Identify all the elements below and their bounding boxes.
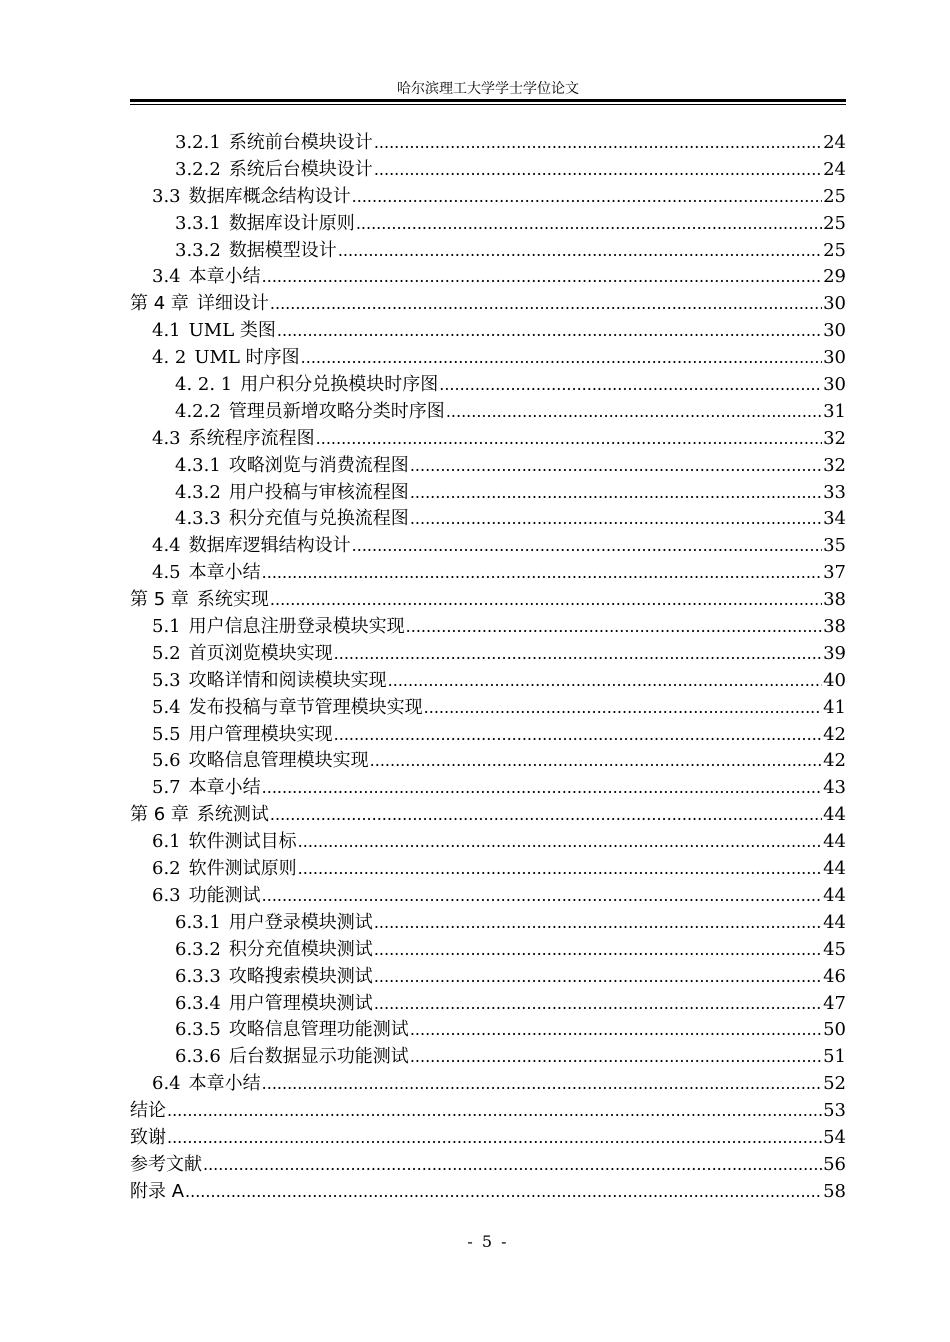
toc-entry-title: 用户投稿与审核流程图 [228,481,409,503]
toc-dot-leader [388,668,822,695]
toc-entry [130,211,846,238]
toc-entry-title: 附录 A [130,1180,185,1202]
toc-entry-number: 第 4 章 [130,293,189,315]
toc-entry-number: 5.3 [152,669,181,691]
toc-dot-leader [374,910,822,937]
toc-entry [130,856,846,883]
toc-entry-title: 本章小结 [188,562,261,584]
toc-dot-leader [203,1152,822,1179]
toc-dot-leader [406,614,822,641]
toc-dot-leader [167,1098,822,1125]
toc-entry [130,426,846,453]
toc-entry-page: 52 [823,1073,846,1095]
toc-dot-leader [374,937,822,964]
toc-dot-leader [270,291,822,318]
toc-entry-page: 31 [823,400,846,422]
toc-entry-page: 32 [823,454,846,476]
toc-entry [130,641,846,668]
toc-entry-number: 5.6 [152,750,181,772]
toc-entry-title: 系统程序流程图 [188,427,315,449]
toc-dot-leader [270,587,822,614]
header-rule-thin [130,104,846,105]
toc-entry-page: 40 [823,669,846,691]
toc-entry-number: 6.3.4 [175,992,221,1014]
toc-dot-leader [334,722,822,749]
toc-entry-title: 用户积分兑换模块时序图 [240,374,439,396]
toc-dot-leader [262,775,822,802]
toc-dot-leader [298,856,822,883]
toc-entry-page: 44 [823,884,846,906]
toc-entry-page: 25 [823,212,846,234]
toc-entry-title: UML 类图 [188,320,276,342]
toc-dot-leader [410,506,822,533]
toc-entry [130,668,846,695]
toc-entry-page: 30 [823,293,846,315]
toc-dot-leader [338,238,822,265]
toc-entry-page: 41 [823,696,846,718]
toc-dot-leader [374,964,822,991]
toc-dot-leader [277,318,822,345]
toc-entry-number: 4.3.3 [175,508,221,530]
toc-entry [130,399,846,426]
toc-entry-title: 功能测试 [188,884,261,906]
toc-entry-number: 5.5 [152,723,181,745]
toc-entry-page: 32 [823,427,846,449]
toc-entry-number: 4. 2 [152,347,187,369]
toc-dot-leader [262,883,822,910]
toc-entry [130,345,846,372]
toc-entry [130,372,846,399]
toc-entry-page: 30 [823,347,846,369]
toc-entry-number: 6.3.5 [175,1019,221,1041]
toc-entry [130,991,846,1018]
toc-entry-page: 33 [823,481,846,503]
toc-entry-number: 4.4 [152,535,181,557]
toc-entry-title: 软件测试目标 [188,831,297,853]
toc-entry-number: 3.3 [152,185,181,207]
toc-entry-number: 6.3 [152,884,181,906]
toc-entry-number: 6.3.6 [175,1046,221,1068]
toc-entry [130,184,846,211]
toc-entry-title: 致谢 [130,1126,166,1148]
toc-entry-number: 6.1 [152,831,181,853]
toc-entry-title: 发布投稿与章节管理模块实现 [188,696,423,718]
toc-entry-title: 软件测试原则 [188,858,297,880]
toc-entry-title: 系统测试 [196,804,269,826]
toc-dot-leader [374,991,822,1018]
toc-entry-title: 积分充值模块测试 [228,938,373,960]
toc-entry-number: 6.3.2 [175,938,221,960]
toc-entry [130,1017,846,1044]
toc-dot-leader [185,1179,822,1206]
toc-entry-number: 5.2 [152,642,181,664]
toc-entry [130,1179,846,1206]
toc-entry-title: 用户管理模块实现 [188,723,333,745]
toc-dot-leader [410,1017,822,1044]
toc-entry [130,910,846,937]
toc-entry-page: 30 [823,374,846,396]
toc-entry [130,829,846,856]
toc-dot-leader [352,184,822,211]
toc-entry-title: 用户信息注册登录模块实现 [188,616,405,638]
toc-entry-title: 用户登录模块测试 [228,911,373,933]
toc-entry-title: 管理员新增攻略分类时序图 [228,400,445,422]
toc-entry-number: 6.3.1 [175,911,221,933]
toc-entry-page: 24 [823,132,846,153]
toc-entry [130,533,846,560]
toc-entry-number: 5.7 [152,777,181,799]
toc-entry-number: 4.5 [152,562,181,584]
toc-entry-page: 25 [823,239,846,261]
toc-dot-leader [439,372,822,399]
toc-entry [130,264,846,291]
toc-dot-leader [262,1071,822,1098]
toc-entry [130,1071,846,1098]
toc-entry-page: 54 [823,1126,846,1148]
toc-dot-leader [374,130,822,157]
toc-entry-title: 首页浏览模块实现 [188,642,333,664]
toc-entry-page: 29 [823,266,846,288]
toc-entry [130,614,846,641]
toc-entry-page: 58 [823,1180,846,1202]
toc-entry-number: 5.1 [152,616,181,638]
toc-entry-title: 系统后台模块设计 [228,158,373,180]
toc-entry-page: 44 [823,911,846,933]
toc-dot-leader [301,345,822,372]
toc-entry [130,560,846,587]
toc-entry-page: 44 [823,858,846,880]
toc-entry-page: 51 [823,1046,846,1068]
toc-entry-page: 39 [823,642,846,664]
toc-entry [130,480,846,507]
toc-entry [130,506,846,533]
toc-entry-title: 本章小结 [188,777,261,799]
toc-dot-leader [374,157,822,184]
toc-entry-number: 第 5 章 [130,589,189,611]
toc-entry [130,130,846,157]
toc-entry [130,318,846,345]
toc-entry [130,1125,846,1152]
toc-entry-title: 系统实现 [196,589,269,611]
toc-dot-leader [262,264,822,291]
toc-entry-page: 25 [823,185,846,207]
toc-dot-leader [446,399,822,426]
toc-entry [130,453,846,480]
toc-entry-title: 后台数据显示功能测试 [228,1046,409,1068]
toc-dot-leader [167,1125,822,1152]
toc-entry-title: 结论 [130,1100,166,1122]
toc-entry-number: 6.4 [152,1073,181,1095]
toc-entry-title: 用户管理模块测试 [228,992,373,1014]
toc-entry-title: 攻略浏览与消费流程图 [228,454,409,476]
running-header: 哈尔滨理工大学学士学位论文 [397,81,579,97]
table-of-contents [130,130,846,1206]
page-number: - 5 - [467,1232,509,1251]
toc-entry-title: 数据库概念结构设计 [188,185,351,207]
toc-entry-number: 4. 2. 1 [175,374,233,396]
toc-entry-page: 45 [823,938,846,960]
toc-entry-number: 3.3.2 [175,239,221,261]
toc-entry [130,1044,846,1071]
toc-entry-number: 4.3 [152,427,181,449]
toc-entry [130,587,846,614]
toc-entry-page: 37 [823,562,846,584]
toc-entry-title: 本章小结 [188,266,261,288]
toc-entry-number: 4.3.2 [175,481,221,503]
toc-entry-page: 50 [823,1019,846,1041]
toc-entry [130,964,846,991]
toc-entry-title: 攻略搜索模块测试 [228,965,373,987]
toc-dot-leader [410,480,822,507]
toc-entry-page: 43 [823,777,846,799]
toc-entry-page: 38 [823,589,846,611]
toc-entry-page: 42 [823,750,846,772]
toc-entry [130,937,846,964]
toc-entry-title: 数据模型设计 [228,239,337,261]
toc-dot-leader [410,453,822,480]
toc-dot-leader [316,426,822,453]
toc-entry-title: 攻略信息管理功能测试 [228,1019,409,1041]
toc-entry-page: 34 [823,508,846,530]
toc-dot-leader [270,802,822,829]
toc-entry-number: 5.4 [152,696,181,718]
toc-entry-title: 积分充值与兑换流程图 [228,508,409,530]
toc-entry-page: 46 [823,965,846,987]
toc-entry [130,291,846,318]
toc-entry-page: 53 [823,1100,846,1122]
toc-dot-leader [334,641,822,668]
toc-entry-title: 数据库逻辑结构设计 [188,535,351,557]
toc-entry-title: 系统前台模块设计 [228,132,373,153]
toc-entry-page: 38 [823,616,846,638]
toc-entry-page: 44 [823,804,846,826]
toc-entry-page: 42 [823,723,846,745]
toc-entry [130,1098,846,1125]
toc-entry-page: 56 [823,1153,846,1175]
toc-entry-number: 4.1 [152,320,181,342]
toc-entry-number: 3.2.1 [175,132,221,153]
toc-entry-number: 3.2.2 [175,158,221,180]
header-rule-thick [130,99,846,102]
toc-entry-page: 30 [823,320,846,342]
toc-entry [130,775,846,802]
toc-entry-number: 6.2 [152,858,181,880]
toc-entry [130,883,846,910]
toc-entry [130,238,846,265]
toc-entry [130,1152,846,1179]
toc-entry-title: 攻略详情和阅读模块实现 [188,669,387,691]
toc-entry-title: 攻略信息管理模块实现 [188,750,369,772]
toc-dot-leader [424,695,822,722]
toc-entry-title: 参考文献 [130,1153,202,1175]
toc-entry-title: 详细设计 [196,293,269,315]
toc-dot-leader [356,211,822,238]
toc-entry-number: 3.3.1 [175,212,221,234]
toc-entry-number: 第 6 章 [130,804,189,826]
toc-entry-page: 24 [823,158,846,180]
toc-entry [130,695,846,722]
toc-entry-title: UML 时序图 [194,347,300,369]
toc-entry-page: 35 [823,535,846,557]
toc-dot-leader [370,748,822,775]
toc-entry [130,157,846,184]
toc-dot-leader [262,560,822,587]
toc-entry-title: 本章小结 [188,1073,261,1095]
toc-entry [130,802,846,829]
toc-entry-number: 6.3.3 [175,965,221,987]
toc-entry-page: 47 [823,992,846,1014]
toc-entry [130,748,846,775]
toc-entry-number: 4.3.1 [175,454,221,476]
toc-entry-number: 3.4 [152,266,181,288]
toc-entry-title: 数据库设计原则 [228,212,355,234]
toc-entry-page: 44 [823,831,846,853]
toc-entry-number: 4.2.2 [175,400,221,422]
toc-dot-leader [352,533,822,560]
toc-dot-leader [410,1044,822,1071]
toc-entry [130,722,846,749]
toc-dot-leader [298,829,822,856]
